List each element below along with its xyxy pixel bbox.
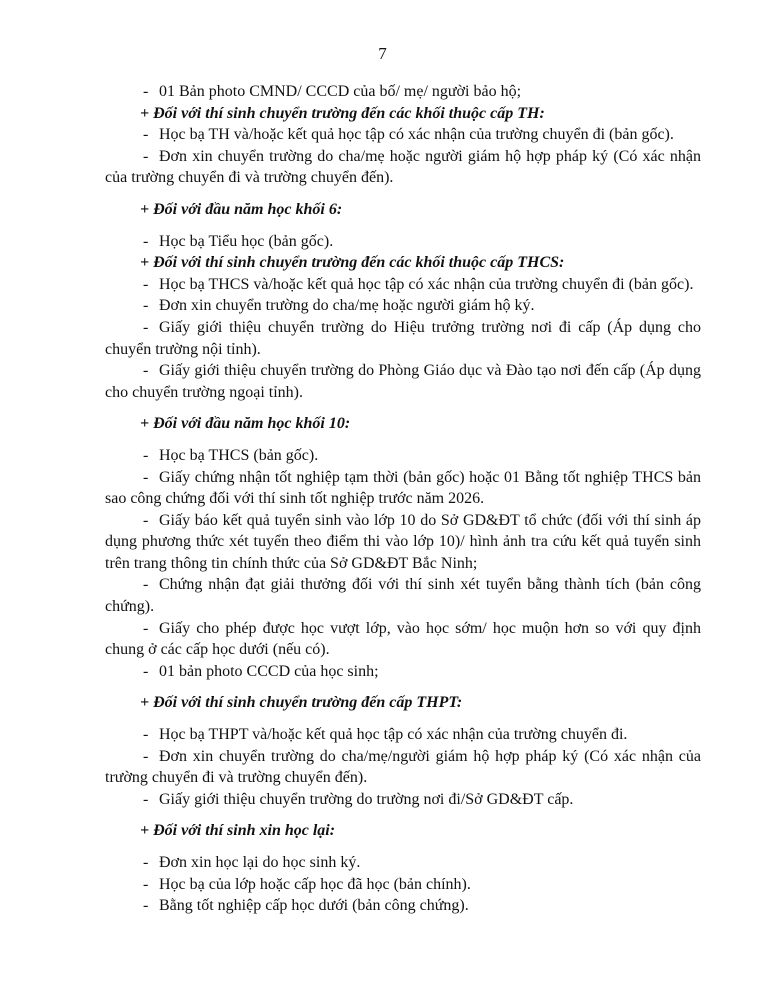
list-item [105,146,701,189]
list-item [105,510,701,575]
list-item [105,295,701,317]
item-text: Học bạ TH và/hoặc kết quả học tập có xác nhận của trường chuyển đi (bản gốc). [159,126,674,144]
list-item [105,724,701,746]
bullet-dash: - [143,619,149,637]
item-text: Giấy cho phép được học vượt lớp, vào học sớm/ học muộn hơn so với quy định chung ở các cấp học dưới (nếu có). [105,619,701,659]
item-text: Giấy chứng nhận tốt nghiệp tạm thời (bản gốc) hoặc 01 Bằng tốt nghiệp THCS bản sao công chứng đối với thí sinh tốt nghiệp trước năm 2026. [105,468,701,508]
item-text: Đơn xin chuyển trường do cha/mẹ hoặc người giám hộ ký. [159,297,535,315]
bullet-dash: - [143,232,149,250]
bullet-dash: - [143,275,149,293]
item-text: Chứng nhận đạt giải thưởng đối với thí sinh xét tuyển bằng thành tích (bản công chứng). [105,576,701,616]
bullet-dash: - [143,854,149,871]
item-text: 01 Bản photo CMND/ CCCD của bố/ mẹ/ người bảo hộ; [159,83,522,100]
bullet-dash: - [143,662,149,680]
item-text: Đơn xin chuyển trường do cha/mẹ hoặc người giám hộ hợp pháp ký (Có xác nhận của trường chuyển đi và trường chuyển đến). [105,147,701,187]
list-item [105,124,701,146]
bullet-dash: - [143,126,149,144]
bullet-dash: - [143,511,149,529]
bullet-dash: - [143,726,149,744]
list-item [105,81,701,103]
list-item [105,274,701,296]
section-heading-grade10: + Đối với đầu năm học khối 10: [140,415,351,433]
list-item [105,746,701,789]
section-heading-grade6: + Đối với đầu năm học khối 6: [140,200,343,218]
bullet-dash: - [143,875,149,893]
list-item [105,852,701,874]
list-item [105,618,701,661]
item-text: Học bạ THPT và/hoặc kết quả học tập có xác nhận của trường chuyển đi. [159,726,628,744]
list-item [105,789,701,811]
list-item [105,360,701,403]
bullet-dash: - [143,468,149,486]
list-item [105,467,701,510]
list-item [105,445,701,467]
list-item [105,317,701,360]
document-body [105,81,701,917]
item-text: Đơn xin chuyển trường do cha/mẹ/người giám hộ hợp pháp ký (Có xác nhận của trường chuyển đi và trường chuyển đến). [105,747,701,787]
bullet-dash: - [143,576,149,594]
list-item [105,574,701,617]
item-text: Giấy giới thiệu chuyển trường do Phòng Giáo dục và Đào tạo nơi đến cấp (Áp dụng cho chuyển trường ngoại tỉnh). [105,362,701,401]
item-text: Giấy giới thiệu chuyển trường do Hiệu trưởng trường nơi đi cấp (Áp dụng cho chuyển trường nội tỉnh). [105,318,701,358]
list-item [105,231,701,253]
bullet-dash: - [143,446,149,464]
item-text: Giấy giới thiệu chuyển trường do trường nơi đi/Sở GD&ĐT cấp. [159,790,574,808]
item-text: Học bạ THCS và/hoặc kết quả học tập có xác nhận của trường chuyển đi (bản gốc). [159,275,694,293]
item-text: Giấy báo kết quả tuyển sinh vào lớp 10 do Sở GD&ĐT tổ chức (đối với thí sinh áp dụng phương thức xét tuyển theo điểm thi vào lớp 10)/ hình ảnh tra cứu kết quả tuyển sinh trên trang thông tin chính thức của Sở GD&ĐT Bắc Ninh; [105,511,701,572]
item-text: 01 bản photo CCCD của học sinh; [159,662,379,680]
item-text: Học bạ Tiểu học (bản gốc). [159,232,334,250]
bullet-dash: - [143,147,149,165]
page-number: 7 [378,44,387,63]
item-text: Học bạ của lớp hoặc cấp học đã học (bản chính). [159,875,471,893]
item-text: Bằng tốt nghiệp cấp học dưới (bản công chứng). [159,897,469,915]
bullet-dash: - [143,83,149,100]
section-heading-thpt: + Đối với thí sinh chuyển trường đến cấp THPT: [140,694,463,712]
list-item [105,874,701,896]
section-heading-th: + Đối với thí sinh chuyển trường đến các khối thuộc cấp TH: [140,104,545,122]
bullet-dash: - [143,362,149,380]
item-text: Đơn xin học lại do học sinh ký. [159,854,361,871]
bullet-dash: - [143,790,149,808]
list-item [105,661,701,683]
bullet-dash: - [143,318,149,336]
list-item [105,895,701,917]
section-heading-thcs: + Đối với thí sinh chuyển trường đến các khối thuộc cấp THCS: [140,254,565,272]
item-text: Học bạ THCS (bản gốc). [159,446,319,464]
bullet-dash: - [143,747,149,765]
bullet-dash: - [143,297,149,315]
bullet-dash: - [143,897,149,915]
section-heading-readmission: + Đối với thí sinh xin học lại: [140,822,336,840]
